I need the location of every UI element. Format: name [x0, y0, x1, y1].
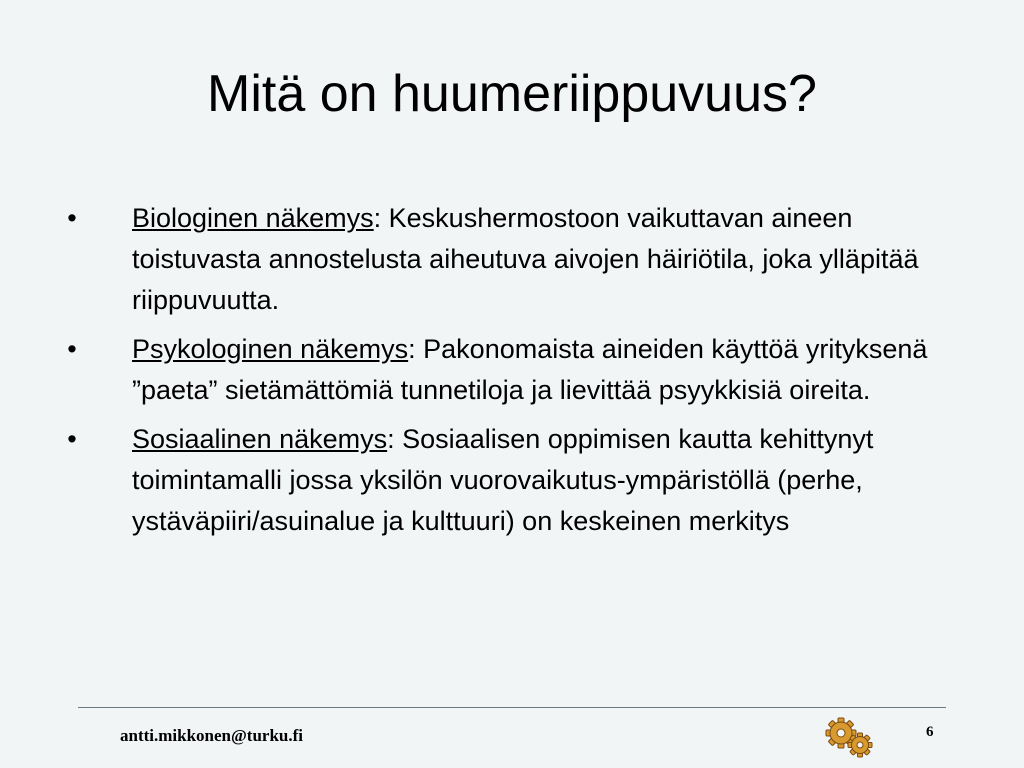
list-item-biological: [62, 198, 982, 321]
bullet-icon: •: [67, 424, 77, 454]
gears-icon: [824, 716, 874, 760]
bullet-text: : Sosiaalisen oppimisen kautta kehittynyt toimintamalli jossa yksilön vuorovaikutus-ympäristöllä (perhe, ystäväpiiri/asuinalue ja kulttuuri) on keskeinen merkitys: [132, 424, 874, 536]
slide-title: Mitä on huumeriippuvuus?: [207, 65, 817, 123]
footer-divider: [78, 707, 946, 708]
bullet-list: [62, 198, 982, 550]
page-number: 6: [926, 724, 934, 740]
list-item-social: [62, 419, 982, 542]
footer-email: antti.mikkonen@turku.fi: [120, 726, 304, 745]
bullet-term: Biologinen näkemys: [132, 203, 374, 233]
bullet-text: : Pakonomaista aineiden käyttöä yrityksenä ”paeta” sietämättömiä tunnetiloja ja lievittää psyykkisiä oireita.: [132, 334, 928, 405]
bullet-term: Psykologinen näkemys: [132, 334, 409, 364]
bullet-icon: •: [67, 334, 77, 364]
bullet-term: Sosiaalinen näkemys: [132, 424, 388, 454]
bullet-icon: •: [67, 203, 77, 233]
bullet-text: : Keskushermostoon vaikuttavan aineen toistuvasta annostelusta aiheutuva aivojen häiriötila, joka ylläpitää riippuvuutta.: [132, 203, 919, 315]
list-item-psychological: [62, 329, 982, 411]
